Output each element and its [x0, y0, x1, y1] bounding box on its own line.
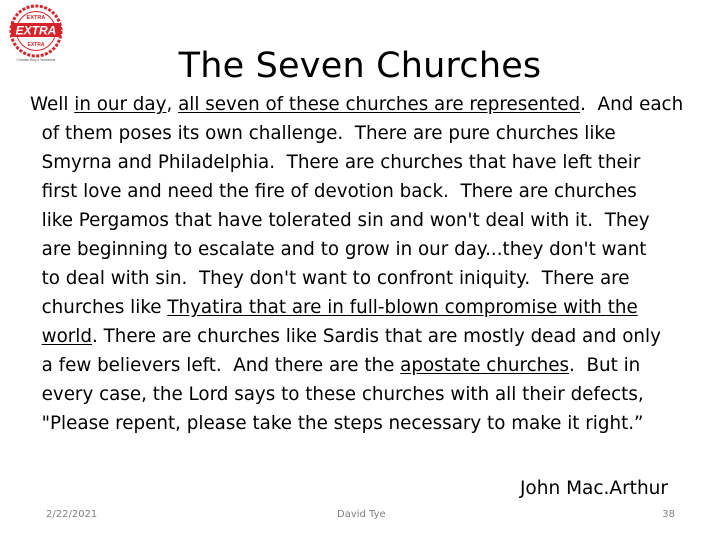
logo-sub-text: EXTRA — [27, 42, 45, 48]
quote-attribution: John Mac.Arthur — [519, 478, 668, 499]
quote-text: to deal with sin. They don't want to confront iniquity. There are — [30, 268, 630, 289]
quote-line — [30, 293, 720, 322]
quote-text: Well — [30, 94, 75, 115]
quote-text — [30, 326, 42, 347]
quote-line — [30, 119, 720, 148]
quote-text: , — [166, 94, 179, 115]
quote-body — [30, 90, 720, 438]
quote-text: first love and need the fire of devotion back. There are churches — [30, 181, 637, 202]
quote-text: like Pergamos that have tolerated sin and won't deal with it. They — [30, 210, 650, 231]
footer-date: 2/22/2021 — [46, 509, 98, 520]
quote-text: . But in — [569, 355, 641, 376]
quote-text: Smyrna and Philadelphia. There are churches that have left their — [30, 152, 641, 173]
underlined-phrase: apostate churches — [400, 355, 570, 376]
quote-line — [30, 177, 720, 206]
underlined-phrase: world — [41, 326, 92, 347]
slide-title: The Seven Churches — [178, 46, 542, 86]
quote-line — [30, 409, 720, 438]
logo-label: EXTRA — [15, 23, 57, 38]
quote-line — [30, 206, 720, 235]
quote-line — [30, 235, 720, 264]
underlined-phrase: all seven of these churches are represented — [178, 94, 581, 115]
logo-arc-text: EXTRA — [26, 15, 46, 21]
quote-line — [30, 264, 720, 293]
footer-author: David Tye — [337, 509, 386, 520]
quote-text: of them poses its own challenge. There are pure churches like — [30, 123, 616, 144]
quote-text: are beginning to escalate and to grow in our day...they don't want — [30, 239, 647, 260]
logo-caption: Christian Blog & Worksheet — [16, 58, 56, 62]
underlined-phrase: in our day — [74, 94, 167, 115]
underlined-phrase: Thyatira that are in full-blown compromise with the — [167, 297, 638, 318]
quote-text: . There are churches like Sardis that are mostly dead and only — [91, 326, 661, 347]
quote-text: "Please repent, please take the steps necessary to make it right.” — [30, 413, 644, 434]
quote-text: every case, the Lord says to these churches with all their defects, — [30, 384, 644, 405]
quote-text: churches like — [30, 297, 168, 318]
quote-line — [30, 322, 720, 351]
footer-page-number: 38 — [662, 509, 675, 520]
quote-text: a few believers left. And there are the — [30, 355, 401, 376]
quote-line — [30, 148, 720, 177]
quote-text: . And each — [580, 94, 684, 115]
quote-line — [30, 351, 720, 380]
quote-line — [30, 380, 720, 409]
quote-line — [30, 90, 720, 119]
